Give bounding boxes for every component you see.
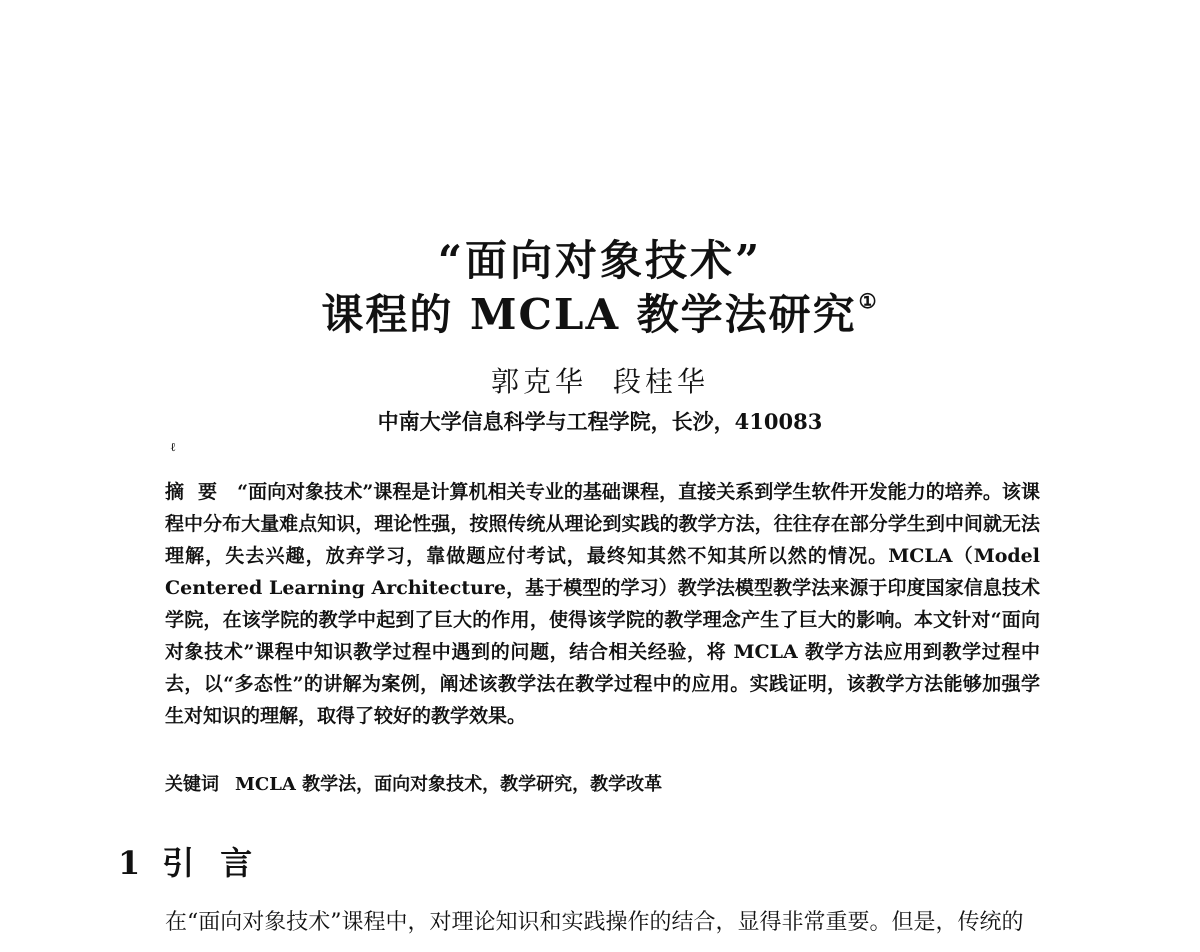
title-line-2 [0, 282, 1200, 342]
author-1: 郭克华 [490, 365, 587, 398]
stray-mark: ℓ [170, 440, 176, 454]
title-line-1: “面向对象技术” [437, 236, 763, 285]
abstract-text: “面向对象技术”课程是计算机相关专业的基础课程，直接关系到学生软件开发能力的培养。该课程中分布大量难点知识，理论性强，按照传统从理论到实践的教学方法，往往存在部分学生到中间就无法理解，失去兴趣，放弃学习，靠做题应付考试，最终知其然不知其所以然的情况。MCLA（Model Centered Learning Architecture，基于模型的学习）教学法模型教学法来源于印度国家信息技术学院，在该学院的教学中起到了巨大的作用，使得该学院的教学理念产生了巨大的影响。本文针对“面向对象技术”课程中知识教学过程中遇到的问题，结合相关经验，将 MCLA 教学方法应用到教学过程中去，以“多态性”的讲解为案例，阐述该教学法在教学过程中的应用。实践证明，该教学方法能够加强学生对知识的理解，取得了较好的教学效果。 [165, 481, 1040, 727]
author-2: 段桂华 [613, 365, 710, 398]
abstract [165, 476, 1040, 732]
abstract-label: 摘要 [165, 481, 232, 503]
section-heading [118, 838, 278, 884]
body-paragraph: 在“面向对象技术”课程中，对理论知识和实践操作的结合，显得非常重要。但是，传统的 [165, 910, 1024, 935]
section-title: 引言 [162, 844, 279, 882]
section-number: 1 [118, 844, 141, 882]
title-footnote-mark: ① [858, 289, 879, 313]
affiliation: 中南大学信息科学与工程学院，长沙，410083 [377, 409, 823, 434]
keywords [165, 770, 662, 796]
title-line-2-text: 课程的 MCLA 教学法研究 [321, 290, 857, 339]
keywords-text: MCLA 教学法，面向对象技术，教学研究，教学改革 [235, 774, 663, 795]
author-list [0, 360, 1200, 400]
keywords-label: 关键词 [165, 774, 219, 795]
